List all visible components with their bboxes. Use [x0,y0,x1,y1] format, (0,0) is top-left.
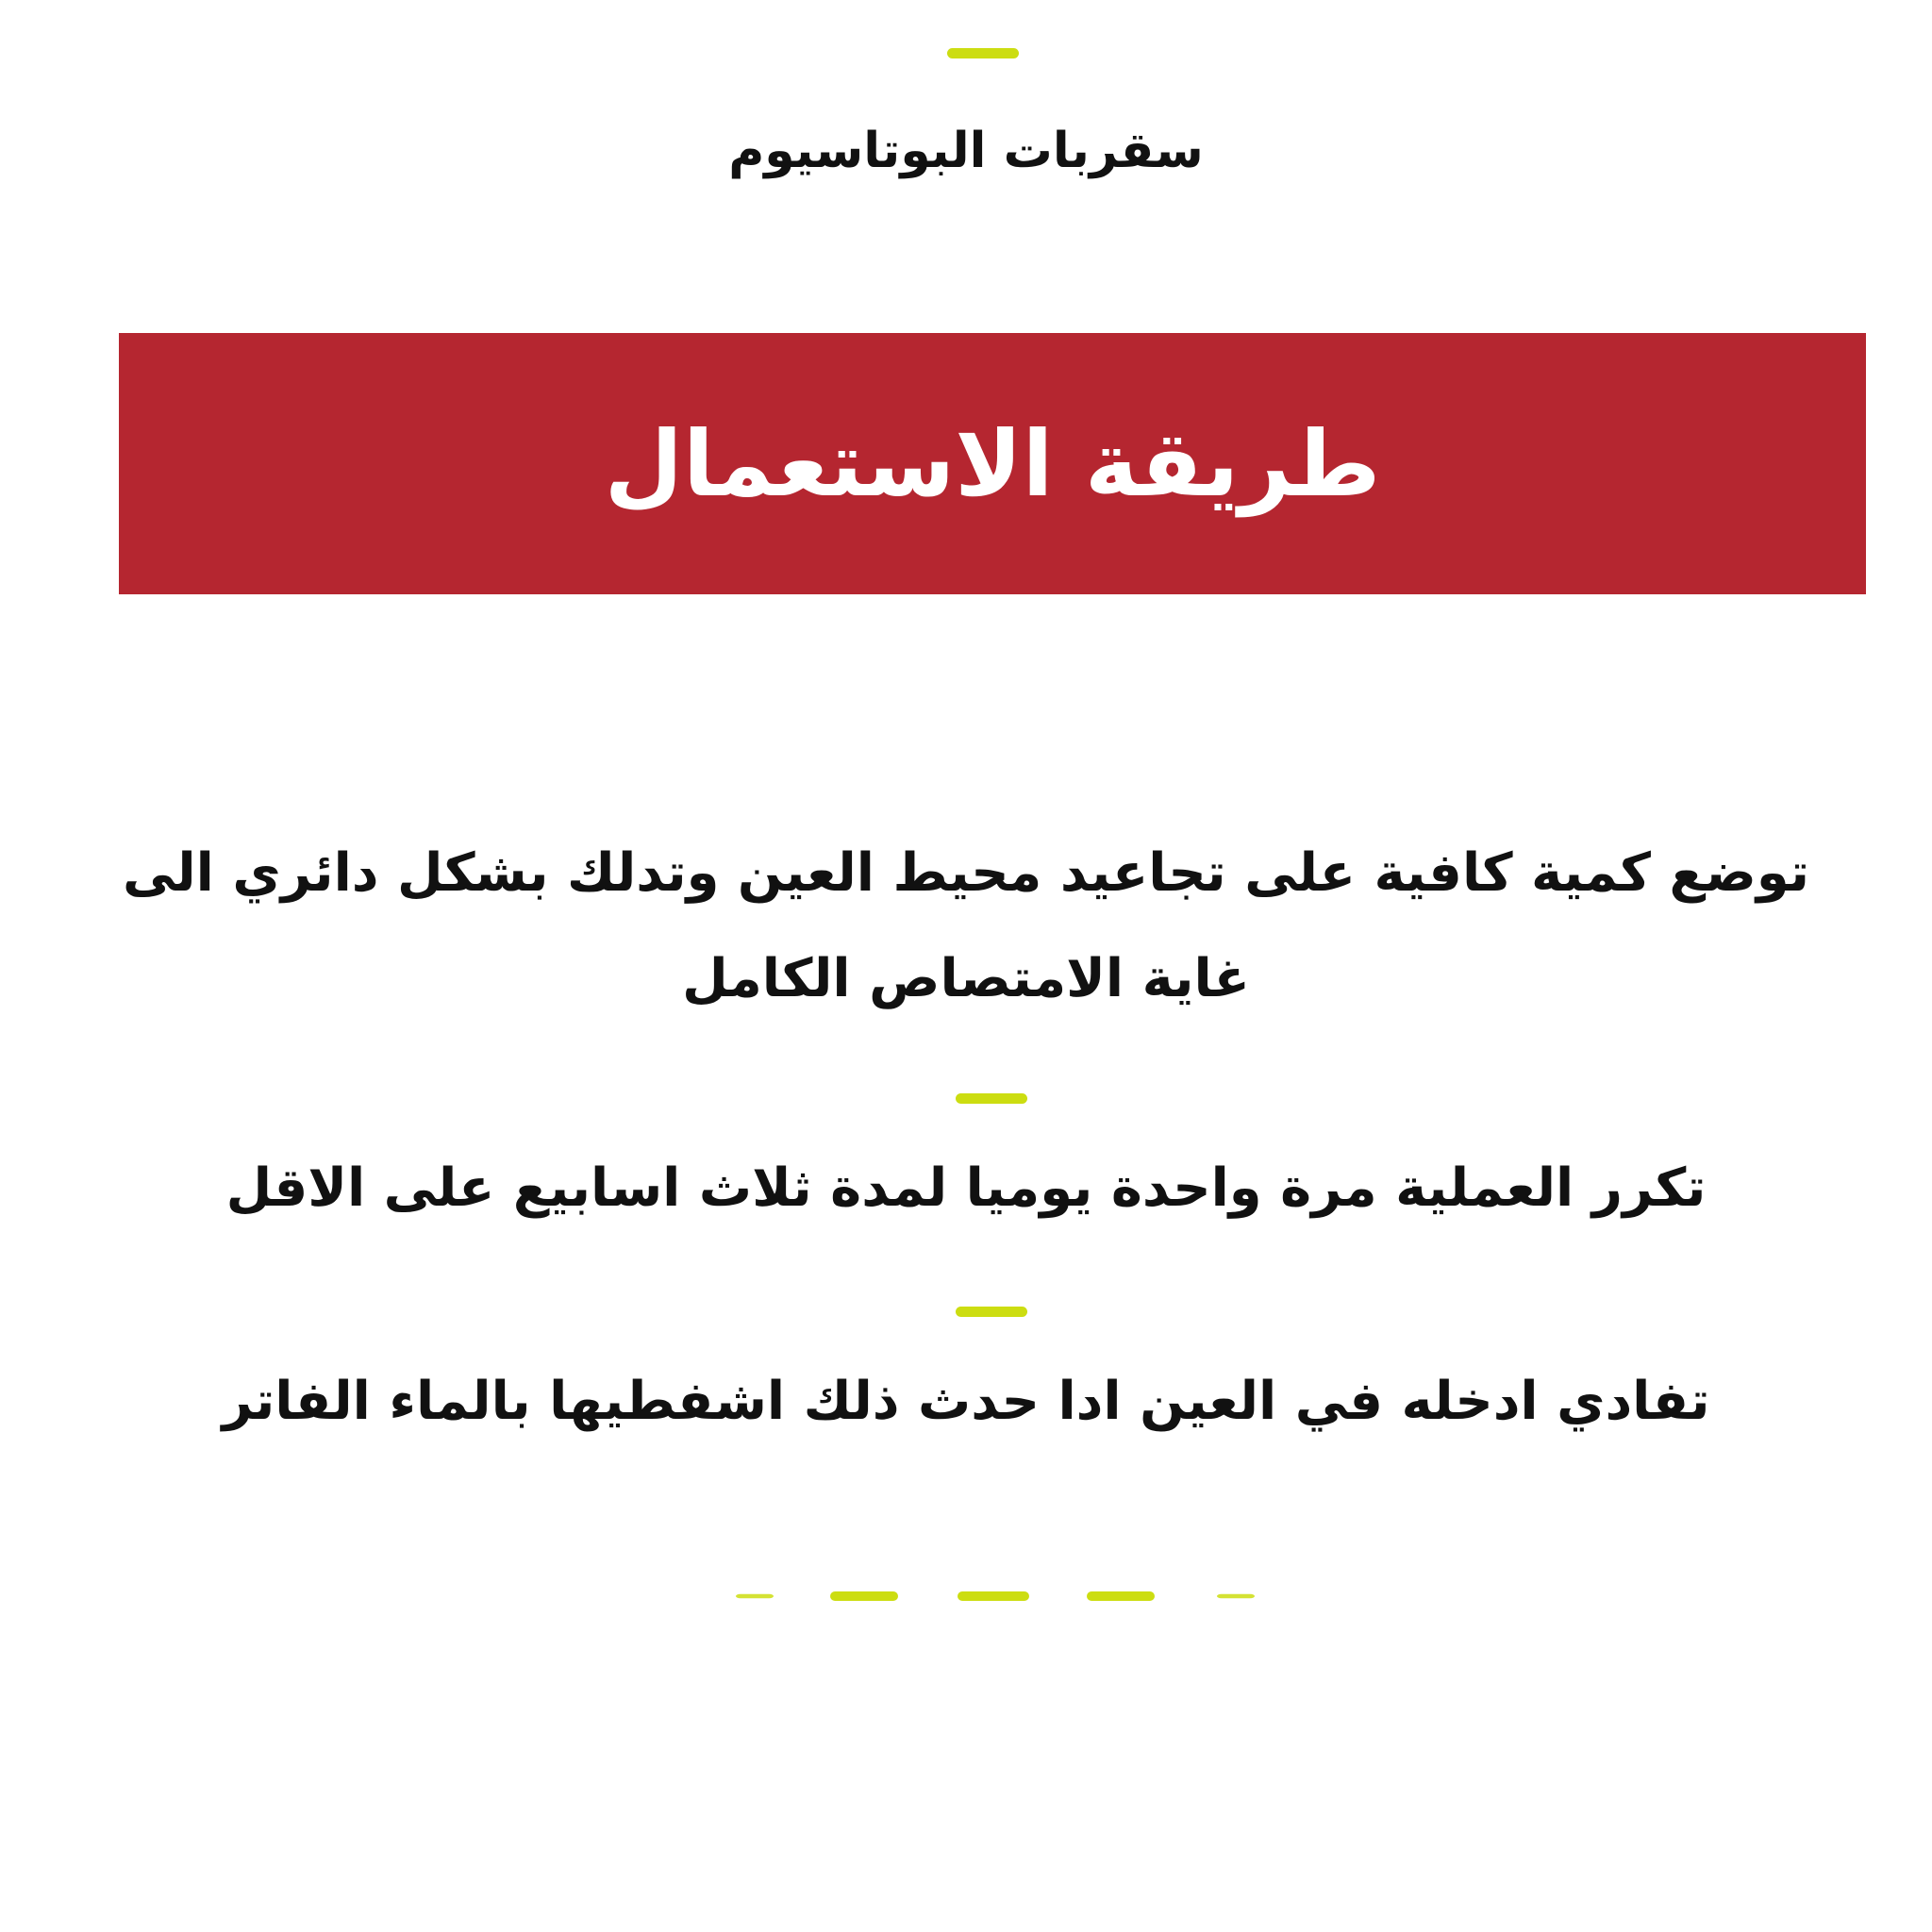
decorative-dash [958,1591,1029,1601]
step-separator-dash [956,1093,1027,1104]
usage-step-3: تفادي ادخله في العين ادا حدث ذلك اشفطيها بالماء الفاتر [222,1371,1710,1432]
usage-step-2: تكرر العملية مرة واحدة يوميا لمدة ثلاث اسابيع على الاقل [225,1158,1707,1219]
bottom-decorative-dashes [717,1590,1264,1605]
decorative-dash [736,1594,774,1599]
usage-step-1: توضع كمية كافية على تجاعيد محيط العين وتدلك بشكل دائري الى غاية الامتصاص الكامل [123,842,1809,1009]
section-banner [119,333,1866,594]
decorative-dash [1087,1591,1155,1601]
top-accent-dash [947,48,1019,58]
product-subtitle: سقربات البوتاسيوم [728,123,1204,179]
banner-title: طريقة الاستعمال [604,410,1381,517]
step-separator-dash [956,1307,1027,1317]
decorative-dash [830,1591,898,1601]
decorative-dash [1217,1594,1255,1599]
